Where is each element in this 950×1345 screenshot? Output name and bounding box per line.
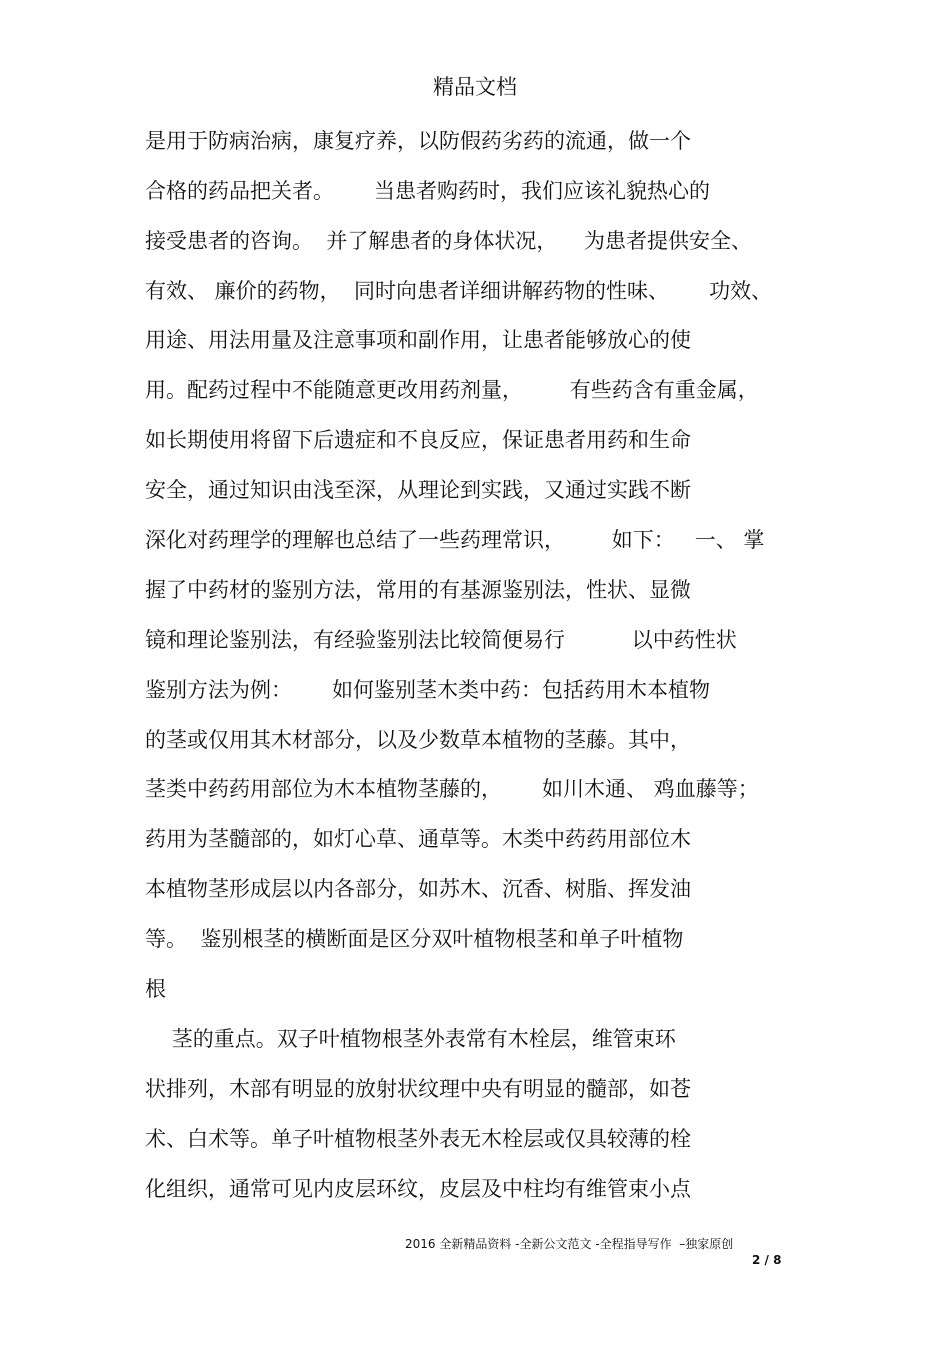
- text-line: 镜和理论鉴别法，有经验鉴别法比较简便易行 以中药性状: [145, 628, 737, 652]
- text-line: 接受患者的咨询。 并了解患者的身体状况， 为患者提供安全、: [145, 229, 753, 253]
- text-line: 是用于防病治病，康复疗养，以防假药劣药的流通，做一个: [145, 129, 691, 153]
- text-line: 用途、用法用量及注意事项和副作用，让患者能够放心的使: [145, 328, 691, 352]
- text-line: 药用为茎髓部的，如灯心草、通草等。木类中药药用部位木: [145, 827, 691, 851]
- text-line: 根: [145, 977, 166, 1001]
- text-line: 的茎或仅用其木材部分，以及少数草本植物的茎藤。其中，: [145, 728, 691, 752]
- text-line: 本植物茎形成层以内各部分，如苏木、沉香、树脂、挥发油: [145, 877, 691, 901]
- text-line: 等。 鉴别根茎的横断面是区分双叶植物根茎和单子叶植物: [145, 927, 684, 951]
- text-line: 握了中药材的鉴别方法，常用的有基源鉴别法，性状、显微: [145, 578, 691, 602]
- text-line: 鉴别方法为例： 如何鉴别茎木类中药：包括药用木本植物: [145, 678, 711, 702]
- text-line: 如长期使用将留下后遗症和不良反应，保证患者用药和生命: [145, 428, 691, 452]
- text-line: 深化对药理学的理解也总结了一些药理常识， 如下： 一、 掌: [145, 528, 765, 552]
- text-line: 安全，通过知识由浅至深，从理论到实践，又通过实践不断: [145, 478, 691, 502]
- text-line: 用。配药过程中不能随意更改用药剂量， 有些药含有重金属，: [145, 378, 759, 402]
- text-line: 茎的重点。双子叶植物根茎外表常有木栓层，维管束环: [145, 1027, 676, 1051]
- text-line: 合格的药品把关者。 当患者购药时，我们应该礼貌热心的: [145, 179, 711, 203]
- document-header-title: 精品文档: [433, 75, 517, 99]
- text-line: 茎类中药药用部位为木本植物茎藤的， 如川木通、 鸡血藤等；: [145, 777, 759, 801]
- text-line: 状排列，木部有明显的放射状纹理中央有明显的髓部，如苍: [145, 1077, 691, 1101]
- page-number: 2 / 8: [752, 1253, 782, 1267]
- text-line: 术、白术等。单子叶植物根茎外表无木栓层或仅具较薄的栓: [145, 1127, 691, 1151]
- text-line: 有效、 廉价的药物， 同时向患者详细讲解药物的性味、 功效、: [145, 279, 773, 303]
- footer-text: 2016 全新精品资料 -全新公文范文 -全程指导写作 –独家原创: [405, 1237, 734, 1251]
- text-line: 化组织，通常可见内皮层环纹，皮层及中柱均有维管束小点: [145, 1177, 691, 1201]
